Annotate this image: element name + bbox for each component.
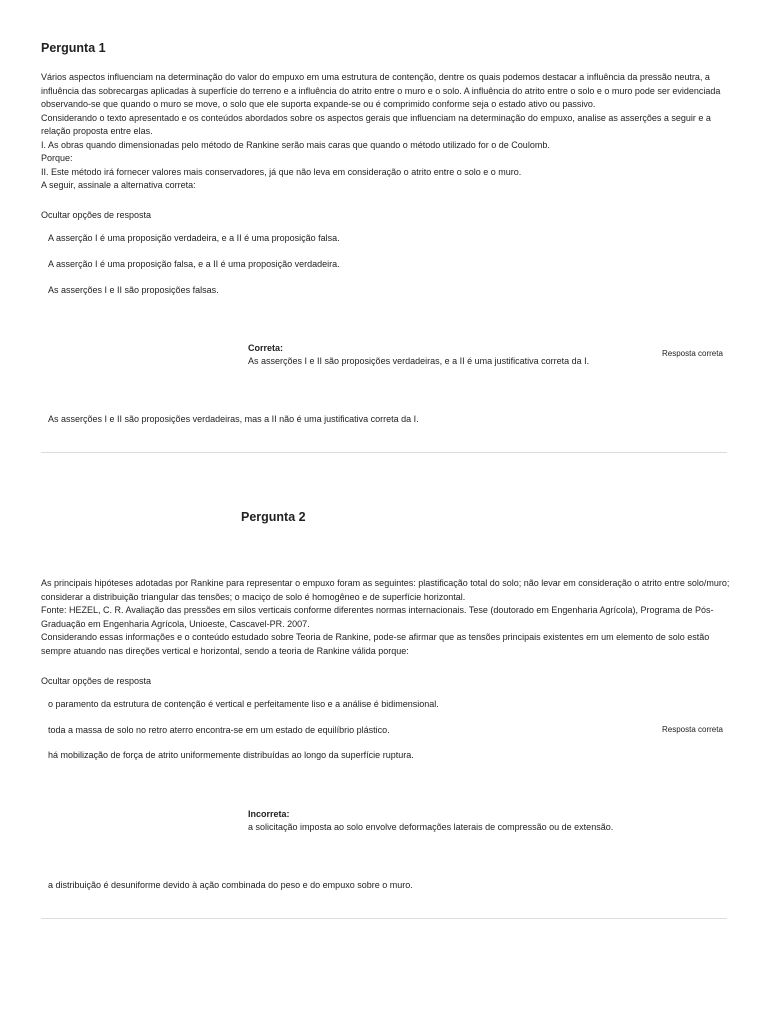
- correct-answer-badge: Resposta correta: [662, 349, 723, 358]
- q1-answer-option[interactable]: A asserção I é uma proposição verdadeira, e a II é uma proposição falsa.: [48, 233, 340, 243]
- question-2-prompt: [41, 577, 731, 658]
- q2-paragraph: As principais hipóteses adotadas por Rankine para representar o empuxo foram as seguintes: plastificação total do solo; não levar em consideração o atrito entre solo/muro; considerar a distribuição triangular das tensões; o maciço de solo é homogêneo e de superfície horizontal.: [41, 578, 730, 602]
- q2-answer-option[interactable]: toda a massa de solo no retro aterro encontra-se em um estado de equilíbrio plástico.: [48, 725, 390, 735]
- q1-paragraph: Vários aspectos influenciam na determinação do valor do empuxo em uma estrutura de contenção, dentre os quais podemos destacar a influência da pressão neutra, a influência das sobrecargas aplicadas à superfície do terreno e a influência do atrito entre o muro e o solo. A influência do atrito entre o solo e o muro pode ser evidenciada observando-se que quando o muro se move, o solo que ele suporta expande-se ou é comprimido conforme seja o estado ativo ou passivo.: [41, 72, 721, 109]
- q2-feedback-label: Incorreta:: [248, 809, 290, 819]
- q1-answer-option[interactable]: As asserções I e II são proposições falsas.: [48, 285, 219, 295]
- q2-selected-answer-feedback: [248, 808, 613, 833]
- q1-selected-answer-feedback: [248, 342, 589, 367]
- question-divider: [41, 452, 727, 453]
- hide-answer-options-toggle[interactable]: Ocultar opções de resposta: [41, 676, 152, 686]
- q2-answer-option[interactable]: a distribuição é desuniforme devido à ação combinada do peso e do empuxo sobre o muro.: [48, 880, 413, 890]
- question-2-title: Pergunta 2: [241, 510, 306, 524]
- q2-paragraph: Fonte: HEZEL, C. R. Avaliação das pressões em silos verticais conforme diferentes normas internacionais. Tese (doutorado em Engenharia Agrícola), Programa de Pós-Graduação em Engenharia Agrícola, Unioeste, Cascavel-PR. 2007.: [41, 605, 714, 629]
- question-divider: [41, 918, 727, 919]
- q1-answer-option[interactable]: As asserções I e II são proposições verdadeiras, mas a II não é uma justificativa correta da I.: [48, 414, 419, 424]
- q1-feedback-label: Correta:: [248, 343, 284, 353]
- q1-paragraph: Considerando o texto apresentado e os conteúdos abordados sobre os aspectos gerais que influenciam na determinação do empuxo, analise as asserções a seguir e a relação proposta entre elas.: [41, 112, 711, 136]
- question-1-title: Pergunta 1: [41, 41, 106, 55]
- correct-answer-badge: Resposta correta: [662, 725, 723, 734]
- q2-selected-answer-text[interactable]: a solicitação imposta ao solo envolve deformações laterais de compressão ou de extensão.: [248, 821, 614, 832]
- q2-answer-option[interactable]: há mobilização de força de atrito uniformemente distribuídas ao longo da superfície ruptura.: [48, 750, 414, 760]
- q1-paragraph: Porque:: [41, 153, 73, 163]
- q1-answer-option[interactable]: A asserção I é uma proposição falsa, e a II é uma proposição verdadeira.: [48, 259, 340, 269]
- question-1-prompt: [41, 71, 731, 193]
- hide-answer-options-toggle[interactable]: Ocultar opções de resposta: [41, 210, 152, 220]
- q1-paragraph: A seguir, assinale a alternativa correta:: [41, 180, 196, 190]
- q1-paragraph: I. As obras quando dimensionadas pelo método de Rankine serão mais caras que quando o método utilizado for o de Coulomb.: [41, 139, 550, 150]
- q2-answer-option[interactable]: o paramento da estrutura de contenção é vertical e perfeitamente liso e a análise é bidimensional.: [48, 699, 439, 709]
- q1-selected-answer-text[interactable]: As asserções I e II são proposições verdadeiras, e a II é uma justificativa correta da I.: [248, 355, 590, 366]
- q1-paragraph: II. Este método irá fornecer valores mais conservadores, já que não leva em consideração o atrito entre o solo e o muro.: [41, 166, 522, 177]
- q2-paragraph: Considerando essas informações e o conteúdo estudado sobre Teoria de Rankine, pode-se afirmar que as tensões principais existentes em um elemento de solo estão sempre atuando nas direções vertical e horizontal, sendo a teoria de Rankine válida porque:: [41, 632, 710, 656]
